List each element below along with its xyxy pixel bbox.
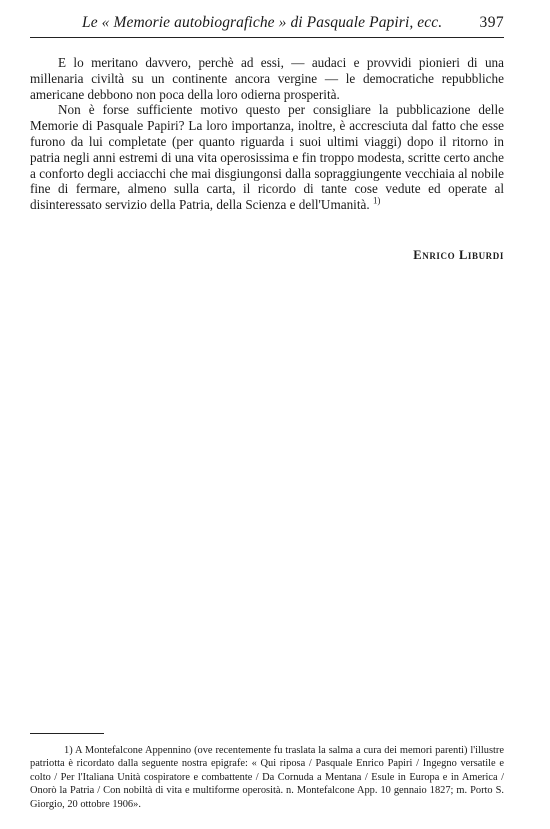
footnote-rule <box>30 733 104 734</box>
footnote-marker: 1) <box>64 745 73 756</box>
page-number: 397 <box>479 14 504 31</box>
running-header <box>30 14 504 36</box>
paragraph-text: E lo meritano davvero, perchè ad essi, — audaci e provvidi pionieri di una millenaria civiltà su un continente ancora vergine — le democratiche repubbliche americane debbono non poca della loro odierna prosperità. <box>30 55 504 102</box>
header-rule <box>30 37 504 38</box>
footnote-text: A Montefalcone Appennino (ove recentemente fu traslata la salma a cura dei memori parenti) l'illustre patriotta è ricordato dalla seguente nostra epigrafe: « Qui riposa / Pasquale Enrico Papiri / Ingegno versatile e colto / Per l'Italiana Unità cospiratore e combattente / Da Cornuda a Mentana / Esule in Europa e in America / Onorò la Patria / Con nobiltà di vita e multiforme operosità. n. Montefalcone App. 10 gennaio 1827; m. Porto S. Giorgio, 20 ottobre 1906». <box>30 745 505 810</box>
running-title: Le « Memorie autobiografiche » di Pasquale Papiri, ecc. <box>82 14 443 31</box>
article-body <box>30 55 504 213</box>
footnote-paragraph <box>30 744 504 811</box>
author-signature: Enrico Liburdi <box>413 248 504 262</box>
body-paragraph <box>30 102 504 213</box>
footnote <box>30 744 504 811</box>
paragraph-text: Non è forse sufficiente motivo questo per consigliare la pubblicazione delle Memorie di Pasquale Papiri? La loro importanza, inoltre, è accresciuta dal fatto che esse furono da lui completate (per quanto riguarda i suoi ultimi viaggi) dopo il ritorno in patria negli anni estremi di una vita operosissima e fin troppo modesta, scritte certo anche a conforto degli acciacchi che mai disgiungonsi dalla sopraggiungente vecchiaia al nobile fine di fermare, almeno sulla carta, il ricordo di tante cose vedute ed operate al disinteressato servizio della Patria, della Scienza e dell'Umanità. <box>30 102 504 213</box>
footnote-reference: 1) <box>372 195 381 206</box>
body-paragraph <box>30 55 504 102</box>
